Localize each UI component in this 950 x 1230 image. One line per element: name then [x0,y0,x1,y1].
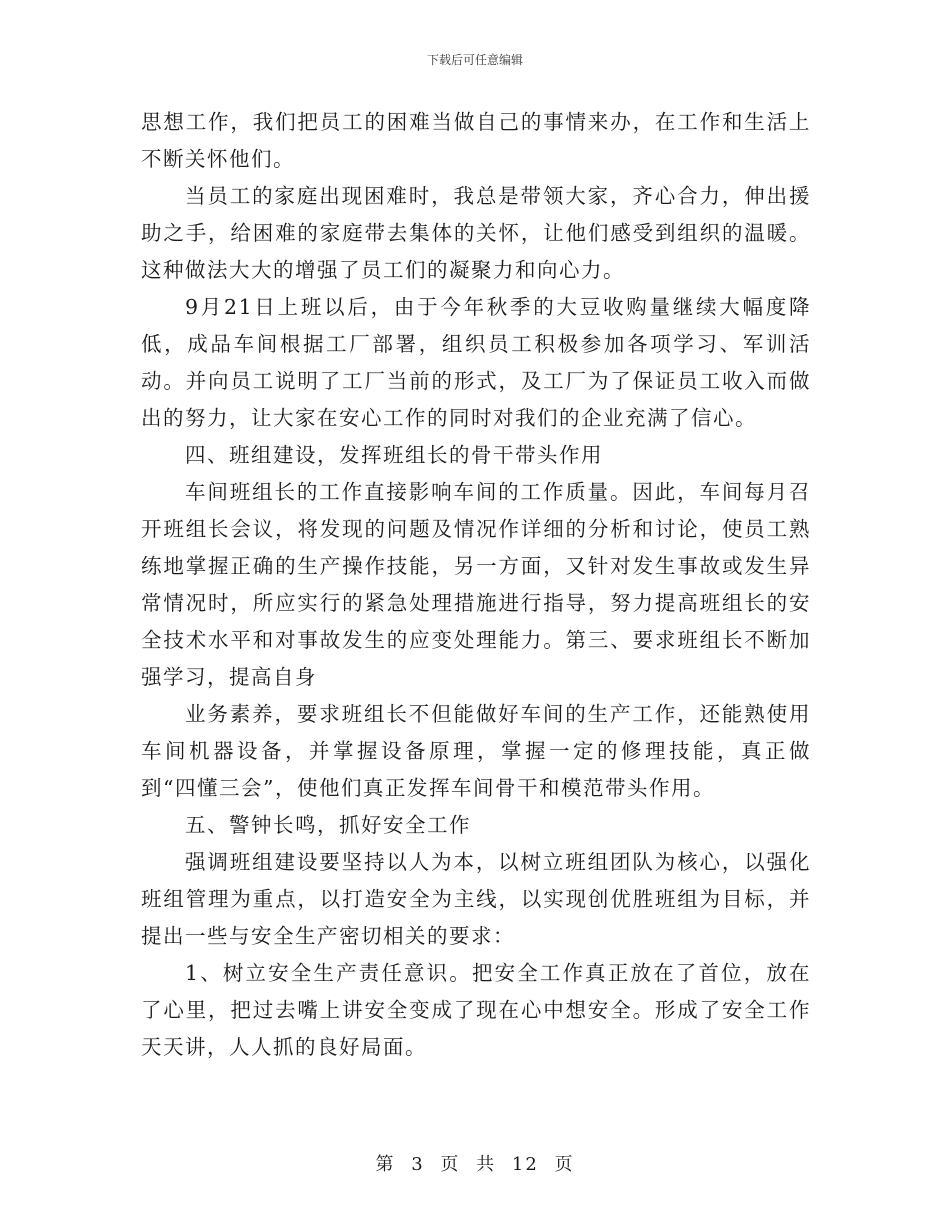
footer-current-page: 3 [411,1154,425,1175]
section-heading-5: 五、警钟长鸣，抓好安全工作 [185,813,471,837]
footer-label-page: 页 [440,1154,461,1175]
page-footer [0,1154,950,1176]
paragraph-6: 业务素养，要求班组长不但能做好车间的生产工作，还能熟使用车间机器设备，并掌握设备原理，掌握一定的修理技能，真正做到“四懂三会”，使他们真正发挥车间骨干和模范带头作用。 [141,702,811,800]
document-body [141,104,811,1066]
paragraph-9: 1、树立安全生产责任意识。把安全工作真正放在了首位，放在了心里，把过去嘴上讲安全变成了现在心中想安全。形成了安全工作天天讲，人人抓的良好局面。 [141,961,811,1059]
paragraph-1: 思想工作，我们把员工的困难当做自己的事情来办，在工作和生活上不断关怀他们。 [141,110,811,171]
paragraph-2: 当员工的家庭出现困难时，我总是带领大家，齐心合力，伸出援助之手，给困难的家庭带去集体的关怀，让他们感受到组织的温暖。这种做法大大的增强了员工们的凝聚力和向心力。 [141,184,811,282]
footer-label-suffix: 页 [554,1154,575,1175]
footer-label-total: 共 [476,1154,497,1175]
paragraph-5: 车间班组长的工作直接影响车间的工作质量。因此，车间每月召开班组长会议，将发现的问题及情况作详细的分析和讨论，使员工熟练地掌握正确的生产操作技能，另一方面，又针对发生事故或发生异常情况时，所应实行的紧急处理措施进行指导，努力提高班组长的安全技术水平和对事故发生的应变处理能力。第三、要求班组长不断加强学习，提高自身 [141,480,811,689]
page-header: 下载后可任意编辑 [426,53,523,67]
footer-total-pages: 12 [511,1154,539,1175]
paragraph-8: 强调班组建设要坚持以人为本，以树立班组团队为核心，以强化班组管理为重点，以打造安全为主线，以实现创优胜班组为目标，并提出一些与安全生产密切相关的要求： [141,850,811,948]
footer-label-prefix: 第 [375,1154,396,1175]
paragraph-3: 9月21日上班以后，由于今年秋季的大豆收购量继续大幅度降低，成品车间根据工厂部署，组织员工积极参加各项学习、军训活动。并向员工说明了工厂当前的形式，及工厂为了保证员工收入而做出的努力，让大家在安心工作的同时对我们的企业充满了信心。 [141,295,811,430]
section-heading-4: 四、班组建设，发挥班组长的骨干带头作用 [185,443,603,467]
